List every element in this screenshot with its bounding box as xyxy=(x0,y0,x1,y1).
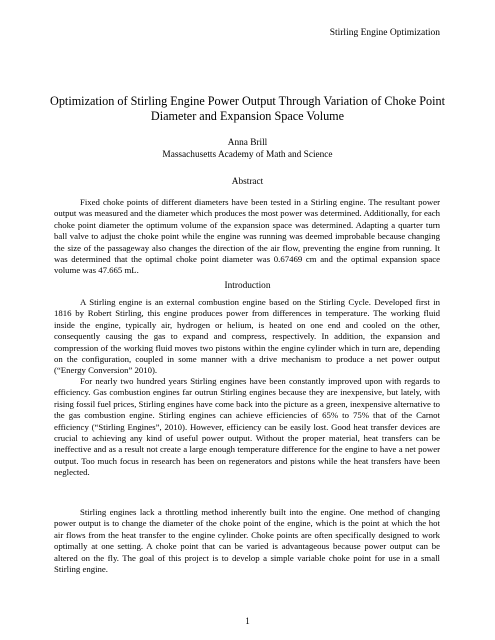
introduction-heading: Introduction xyxy=(224,281,271,291)
paper-title: Optimization of Stirling Engine Power Output Through Variation of Choke Point Diameter and Expansion Space Volume xyxy=(50,94,445,123)
author-name: Anna Brill xyxy=(227,138,268,148)
abstract-heading: Abstract xyxy=(231,177,264,187)
introduction-paragraph: Stirling engines lack a throttling method inherently built into the engine. One method of changing power output is to change the diameter of the choke point of the engine, which is the point at which the hot air flows from the heat transfer to the engine cylinder. Choke points are often specifically designed to work optimally at one setting. A choke point that can be varied is advantageous because power output can be altered on the fly. The goal of this project is to develop a simple variable choke point for use in a small Stirling engine. xyxy=(54,507,440,575)
introduction-paragraph: For nearly two hundred years Stirling engines have been constantly improved upon with regards to efficiency. Gas combustion engines far outrun Stirling engines because they are inexpensive, but lately, with rising fossil fuel prices, Stirling engines have come back into the picture as a green, inexpensive alternative to the gas combustion engine. Stirling engines can achieve efficiencies of 65% to 75% that of the Carnot efficiency (“Stirling Engines”, 2010). However, efficiency can be easily lost. Good heat transfer devices are crucial to achieving any kind of useful power output. Without the proper material, heat transfers can be ineffective and as a result not create a large enough temperature difference for the engine to have a net power output. Too much focus in research has been on regenerators and pistons while the heat transfers have been neglected. xyxy=(54,376,440,478)
author-affiliation: Massachusetts Academy of Math and Science xyxy=(162,149,333,160)
author-block xyxy=(40,138,455,161)
introduction-paragraph: A Stirling engine is an external combustion engine based on the Stirling Cycle. Developed first in 1816 by Robert Stirling, this engine produces power from differences in temperature. The working fluid inside the engine, typically air, hydrogen or helium, is heated on one end and cooled on the other, consequently causing the gas to expand and compress, respectively. In addition, the expansion and compression of the working fluid moves two pistons within the engine cylinder which in turn are, depending on the configuration, coupled in some manner with a drive mechanism to produce a net power output (“Energy Conversion” 2010). xyxy=(54,297,440,376)
abstract-text: Fixed choke points of different diameters have been tested in a Stirling engine. The resultant power output was measured and the diameter which produces the most power was determined. Additionally, for each choke point diameter the optimum volume of the expansion space was determined. Adapting a quarter turn ball valve to adjust the choke point while the engine was running was deemed improbable because changing the size of the passageway also changes the direction of the air flow, preventing the engine from running. It was determined that the optimal choke point diameter was 0.67469 cm and the optimal expansion space volume was 47.665 mL. xyxy=(54,197,440,276)
running-head: Stirling Engine Optimization xyxy=(329,28,440,38)
page-number: 1 xyxy=(245,616,250,626)
